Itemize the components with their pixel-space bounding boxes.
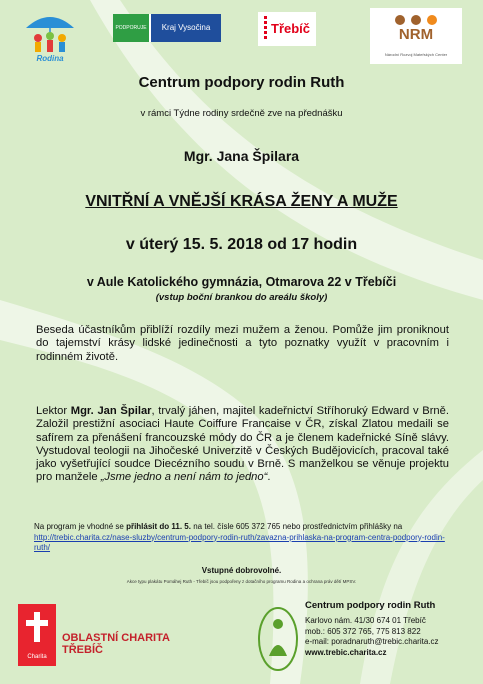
charita-line2: TŘEBÍČ bbox=[62, 644, 103, 656]
charita-line1: OBLASTNÍ CHARITA bbox=[62, 632, 170, 644]
nrm-logo-text: NRM bbox=[398, 26, 434, 43]
registration-mid: na tel. čísle 605 372 765 nebo prostřednictvím přihlášky na bbox=[190, 522, 403, 531]
lecturer-bio: , trvalý jáhen, majitel kadeřnictví Stříhoruký Edward v Brně. Založil prestižní asociaci Haute Coiffure Francaise v ČR, získal Zlatou medaili se safírem za přenášení francouzské módy do ČR a je členem kadeřnické Síně slávy. Vystudoval teologii na Jihočeské Univerzitě v Českých Budějovicích, pracoval také jako vyšetřující soudce Diecézního soudu v Brně. S manželkou se věnuje projektu pro manžele bbox=[36, 405, 449, 484]
entry-note: (vstup boční brankou do areálu školy) bbox=[155, 292, 328, 303]
registration-deadline: přihlásit do 11. 5. bbox=[126, 522, 191, 531]
page-subtitle: v rámci Týdne rodiny srdečně zve na přednášku bbox=[140, 108, 343, 119]
charita-logo bbox=[18, 604, 56, 666]
kraj-vysocina-logo bbox=[113, 14, 221, 42]
page-title: Centrum podpory rodin Ruth bbox=[138, 74, 345, 91]
rodina-logo bbox=[22, 6, 78, 64]
description-paragraph: Beseda účastníkům přiblíží rozdíly mezi mužem a ženou. Pomůže jim proniknout do tajemství krásy lidské jedinečnosti a tyto poznatky využít v pracovním i rodinném životě. bbox=[36, 324, 449, 363]
lecturer-paragraph bbox=[36, 405, 449, 485]
contact-web[interactable]: www.trebic.charita.cz bbox=[305, 647, 387, 657]
ruth-center-logo bbox=[257, 606, 299, 672]
event-date: v úterý 15. 5. 2018 od 17 hodin bbox=[125, 236, 358, 253]
rodina-logo-text: Rodina bbox=[36, 54, 64, 63]
registration-info bbox=[34, 522, 451, 554]
kraj-label: Kraj Vysočina bbox=[151, 14, 221, 42]
event-venue: v Aule Katolického gymnázia, Otmarova 22 v Třebíči bbox=[86, 275, 397, 289]
project-name: „Jsme jedno a není nám to jedno“ bbox=[100, 471, 268, 484]
speaker-name: Mgr. Jana Špilara bbox=[183, 148, 300, 164]
lecturer-name: Mgr. Jan Špilar bbox=[70, 405, 152, 417]
nrm-logo-subtext: Národní Rozvoj Mateřských Center bbox=[384, 52, 448, 57]
registration-link[interactable]: http://trebic.charita.cz/nase-sluzby/centrum-podpory-rodin-ruth/zavazna-prihlaska-na-program-centra-podpory-rodin-ruth/ bbox=[34, 532, 445, 552]
contact-box bbox=[305, 600, 475, 658]
contact-email[interactable]: e-mail: poradnaruth@trebic.charita.cz bbox=[305, 637, 439, 646]
kraj-small-label: PODPORUJE bbox=[113, 14, 149, 42]
lecturer-intro: Lektor bbox=[36, 405, 71, 417]
lecture-title: VNITŘNÍ A VNĚJŠÍ KRÁSA ŽENY A MUŽE bbox=[85, 193, 398, 210]
charita-cross-icon bbox=[18, 604, 56, 654]
trebic-logo-text: Třebíč bbox=[271, 21, 311, 36]
charita-name bbox=[62, 632, 170, 656]
contact-title: Centrum podpory rodin Ruth bbox=[305, 600, 436, 611]
trebic-logo bbox=[258, 12, 316, 46]
charita-logo-text: Charita bbox=[27, 654, 47, 660]
fine-print: Akce typu plakátu Pomáhej Ruth - Třebíč jsou podpořeny z dotačního programu Rodina a ochrana práv dětí MPSV. bbox=[126, 579, 357, 584]
registration-pre: Na program je vhodné se bbox=[34, 522, 127, 531]
nrm-logo bbox=[370, 8, 462, 64]
contact-address: Karlovo nám. 41/30 674 01 Třebíč bbox=[305, 616, 426, 625]
lecturer-end: . bbox=[267, 471, 271, 484]
contact-mobile: mob.: 605 372 765, 775 813 822 bbox=[305, 626, 421, 636]
free-entry: Vstupné dobrovolné. bbox=[201, 566, 282, 575]
